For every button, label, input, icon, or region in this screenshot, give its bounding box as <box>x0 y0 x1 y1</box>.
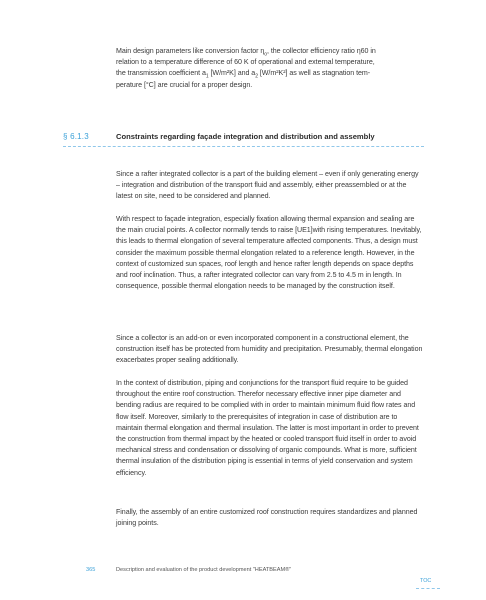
running-title: Description and evaluation of the product development "HEATBEAM®" <box>116 567 292 573</box>
intro-subscript-o: o <box>264 51 268 58</box>
intro-subscript-1: 1 <box>205 73 209 80</box>
body-paragraph-2 <box>116 214 424 292</box>
paragraph-text: Finally, the assembly of an entire customized roof construction requires standardizes and planned joining points. <box>116 508 418 528</box>
paragraph-text: Since a rafter integrated collector is a part of the building element – even if only generating energy – integration and distribution of the transport fluid and assembly, either preassembled or at the latest on site, need to be considered and planned. <box>116 170 419 201</box>
toc-link[interactable]: TOC <box>420 578 432 584</box>
intro-paragraph <box>116 46 424 91</box>
paragraph-text: In the context of distribution, piping and conjunctions for the transport fluid require to be guided throughout the entire roof construction. Therefor necessary effective inner pipe diameter and bending radius are required to be complied with in order to maintain minimum fluid flow rates and flow itself. Moreover, similarly to the prerequisites of integration in case of distribution are to maintain thermal elongation and thermal insulation. The latter is most important in order to prevent the construction from thermal impact by the heated or cooled transport fluid itself in order to avoid mechanical stress and condensation or dissolving of organic compounds. What is more, sufficient thermal insulation of the distribution piping is essential in terms of yield conservation and system efficiency. <box>116 379 419 477</box>
intro-text-1: Main design parameters like conversion factor η <box>116 47 265 55</box>
intro-text-7: perature [°C] are crucial for a proper design. <box>116 80 253 89</box>
section-divider <box>63 146 424 147</box>
intro-text-6: [W/m²K²] as well as stagnation tem- <box>257 69 371 78</box>
intro-subscript-2: 2 <box>255 73 258 80</box>
section-title: Constraints regarding façade integration and distribution and assembly <box>116 132 375 141</box>
body-paragraph-4 <box>116 378 424 479</box>
body-paragraph-5 <box>116 507 424 529</box>
paragraph-text: Since a collector is an add-on or even incorporated component in a constructional element, the construction itself has be protected from humidity and precipitation. Presumably, thermal elongation exacerbates proper sealing additionally. <box>116 334 423 365</box>
intro-text-4: the transmission coefficient a <box>116 69 206 78</box>
toc-divider <box>416 588 440 589</box>
section-number: § 6.1.3 <box>63 132 89 141</box>
paragraph-text: With respect to façade integration, especially fixation allowing thermal expansion and sealing are the main crucial points. A collector normally tends to raise [UE1]with rising temperatures. Inevitably, this leads to thermal elongation of several temperature affected components. Thus, a design must consider the maximum possible thermal elongation related to a reference length. However, in the context of customized sun spaces, roof length and hence rafter length depends on space depths and roof inclination. Thus, a rafter integrated collector can vary from 2.5 to 4.5 m in length. In consequence, possible thermal elongation needs to be managed by the construction itself. <box>116 215 422 291</box>
body-paragraph-1 <box>116 169 424 203</box>
intro-text-2: , the collector efficiency ratio η60 in <box>267 47 376 55</box>
body-paragraph-3 <box>116 333 424 367</box>
intro-text-3: relation to a temperature difference of 60 K of operational and external temperature, <box>116 58 375 67</box>
page-number: 365 <box>86 567 96 573</box>
intro-text-5: [W/m²K] and a <box>208 69 256 78</box>
